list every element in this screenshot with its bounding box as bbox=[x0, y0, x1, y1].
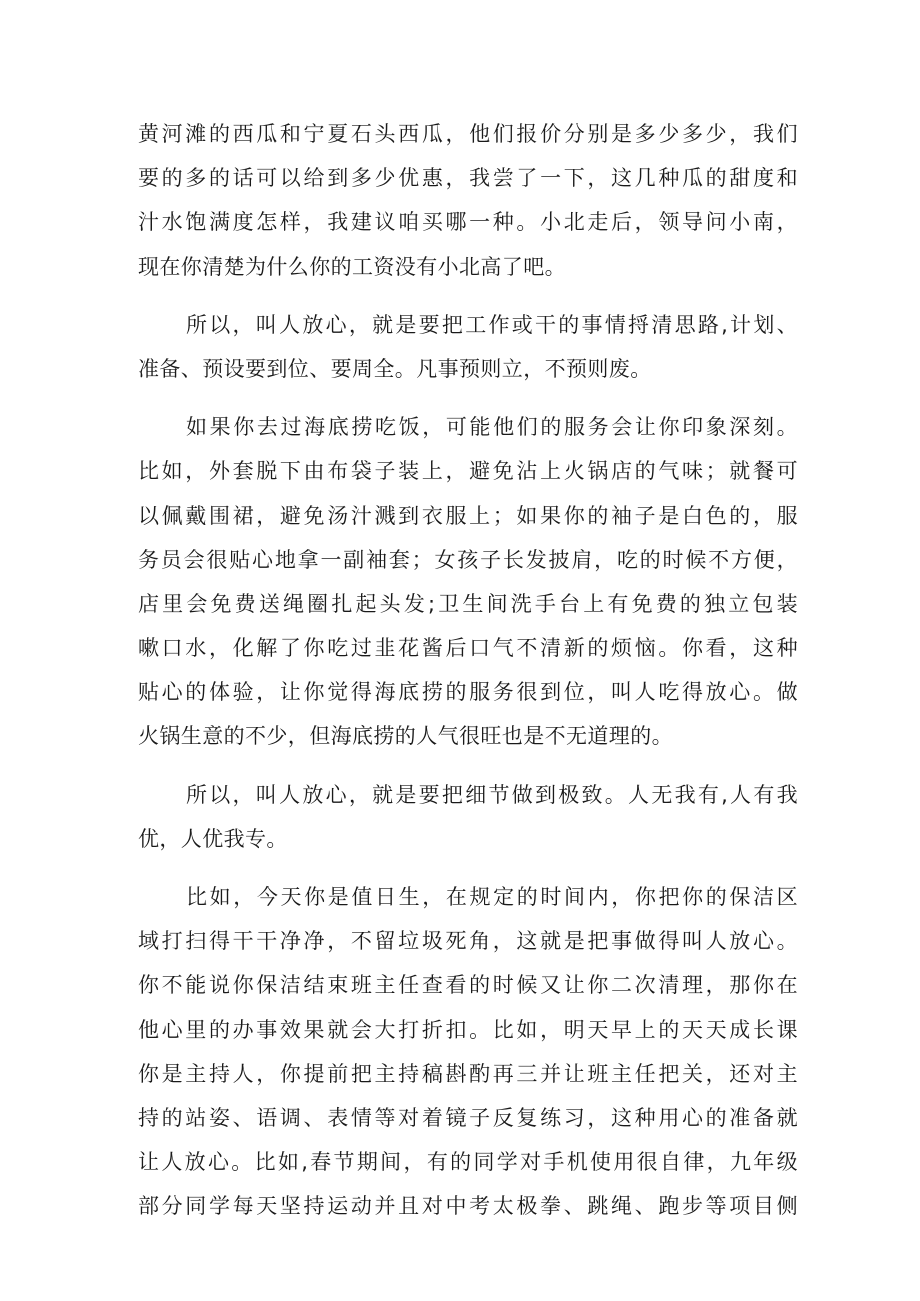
text-line: 准备、预设要到位、要周全。凡事预则立，不预则废。 bbox=[138, 356, 652, 381]
text-line: 你是主持人，你提前把主持稿斟酌再三并让班主任把关，还对主 bbox=[138, 1061, 798, 1086]
text-line: 务员会很贴心地拿一副袖套；女孩子长发披肩，吃的时候不方便， bbox=[138, 547, 798, 572]
text-line: 火锅生意的不少，但海底捞的人气很旺也是不无道理的。 bbox=[138, 724, 673, 749]
text-line: 汁水饱满度怎样，我建议咱买哪一种。小北走后，领导问小南， bbox=[138, 210, 798, 235]
text-line: 比如，外套脱下由布袋子装上，避免沾上火锅店的气味；就餐可 bbox=[138, 459, 798, 484]
text-line: 要的多的话可以给到多少优惠，我尝了一下，这几种瓜的甜度和 bbox=[138, 166, 798, 191]
document-body bbox=[138, 112, 798, 1243]
text-line: 持的站姿、语调、表情等对着镜子反复练习，这种用心的准备就 bbox=[138, 1105, 798, 1130]
text-line: 店里会免费送绳圈扎起头发;卫生间洗手台上有免费的独立包装 bbox=[138, 591, 798, 616]
paragraph-1 bbox=[138, 112, 798, 289]
paragraph-4 bbox=[138, 773, 798, 861]
text-line: 优，人优我专。 bbox=[138, 826, 288, 851]
text-line: 如果你去过海底捞吃饭，可能他们的服务会让你印象深刻。 bbox=[186, 415, 798, 440]
paragraph-2 bbox=[138, 303, 798, 391]
text-line: 贴心的体验，让你觉得海底捞的服务很到位，叫人吃得放心。做 bbox=[138, 680, 798, 705]
paragraph-3 bbox=[138, 405, 798, 759]
text-line: 所以，叫人放心，就是要把工作或干的事情捋清思路,计划、 bbox=[186, 312, 798, 337]
text-line: 以佩戴围裙，避免汤汁溅到衣服上；如果你的袖子是白色的，服 bbox=[138, 503, 798, 528]
text-line: 黄河滩的西瓜和宁夏石头西瓜，他们报价分别是多少多少，我们 bbox=[138, 122, 798, 146]
paragraph-5 bbox=[138, 875, 798, 1229]
text-line: 所以，叫人放心，就是要把细节做到极致。人无我有,人有我 bbox=[186, 782, 798, 807]
text-line: 他心里的办事效果就会大打折扣。比如，明天早上的天天成长课 bbox=[138, 1017, 798, 1042]
text-line: 现在你清楚为什么你的工资没有小北高了吧。 bbox=[138, 254, 566, 279]
text-line: 比如，今天你是值日生，在规定的时间内，你把你的保洁区 bbox=[186, 885, 798, 909]
text-line: 域打扫得干干净净，不留垃圾死角，这就是把事做得叫人放心。 bbox=[138, 929, 798, 954]
text-line: 嗽口水，化解了你吃过韭花酱后口气不清新的烦恼。你看，这种 bbox=[138, 636, 798, 661]
text-line: 部分同学每天坚持运动并且对中考太极拳、跳绳、跑步等项目侧 bbox=[138, 1194, 798, 1219]
text-line: 让人放心。比如,春节期间，有的同学对手机使用很自律，九年级 bbox=[138, 1150, 798, 1175]
text-line: 你不能说你保洁结束班主任查看的时候又让你二次清理，那你在 bbox=[138, 973, 798, 998]
